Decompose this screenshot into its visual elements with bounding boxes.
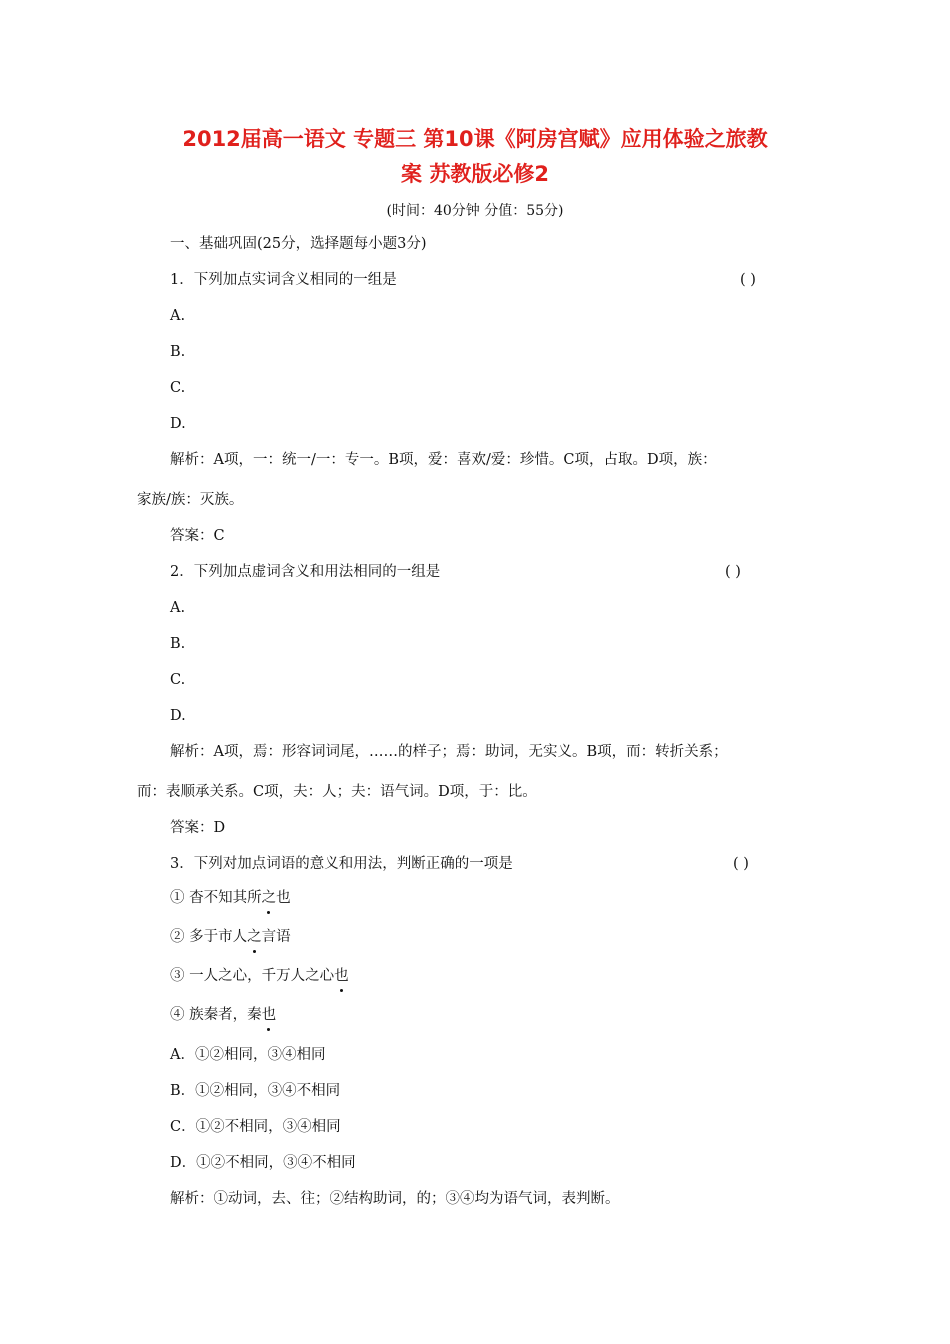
dotted-word: 也 [262,1004,277,1026]
q1-option-b: B. [170,344,186,360]
q2-option-b: B. [170,636,186,652]
q2-option-d: D. [170,708,186,724]
q1-analysis-line-1: 解析：A项，一：统一/一：专一。B项，爱：喜欢/爱：珍惜。C项，占取。D项，族： [170,452,717,468]
q2-answer: 答案：D [170,820,226,836]
q3-item-text: ① 杳不知其所 [170,890,262,906]
q2-analysis-line-1: 解析：A项，焉：形容词词尾，……的样子；焉：助词，无实义。B项，而：转折关系； [170,744,728,760]
time-and-score: (时间：40分钟 分值：55分) [386,203,564,219]
dotted-word: 之 [262,887,277,909]
q1-stem: 1．下列加点实词含义相同的一组是 [170,272,397,288]
q3-item-text: ③ 一人之心，千万人之心 [170,968,335,984]
q3-analysis: 解析：①动词，去、往；②结构助词，的；③④均为语气词，表判断。 [170,1191,620,1207]
document-title-line-1: 2012届高一语文 专题三 第10课《阿房宫赋》应用体验之旅教 [182,127,768,151]
q2-option-c: C. [170,672,186,688]
document-title-line-2: 案 苏教版必修2 [401,162,549,186]
q3-item-4 [170,1004,276,1026]
q3-item-text: 言语 [261,929,291,945]
q1-option-a: A. [170,308,186,324]
q1-option-c: C. [170,380,186,396]
q3-item-text: ② 多于市人 [170,929,248,945]
q1-option-d: D. [170,416,186,432]
q1-answer: 答案：C [170,528,225,544]
q3-item-text: 也 [276,890,291,906]
q3-item-1 [170,887,291,909]
dotted-word: 之 [247,926,262,948]
q1-answer-paren: ( ) [740,272,756,288]
q3-option-a: A．①②相同，③④相同 [170,1047,326,1063]
section-heading: 一、基础巩固(25分，选择题每小题3分) [170,236,427,252]
q2-analysis-line-2: 而：表顺承关系。C项，夫：人；夫：语气词。D项，于：比。 [137,784,537,800]
q3-answer-paren: ( ) [733,856,749,872]
q3-option-b: B．①②相同，③④不相同 [170,1083,341,1099]
q3-option-c: C．①②不相同，③④相同 [170,1119,341,1135]
q3-stem: 3．下列对加点词语的意义和用法，判断正确的一项是 [170,856,513,872]
q2-stem: 2．下列加点虚词含义和用法相同的一组是 [170,564,441,580]
q3-option-d: D．①②不相同，③④不相同 [170,1155,356,1171]
q3-item-2 [170,926,291,948]
q1-analysis-line-2: 家族/族：灭族。 [137,492,244,508]
q3-item-text: ④ 族秦者，秦 [170,1007,262,1023]
dotted-word: 也 [334,965,349,987]
q2-option-a: A. [170,600,186,616]
q2-answer-paren: ( ) [725,564,741,580]
q3-item-3 [170,965,349,987]
